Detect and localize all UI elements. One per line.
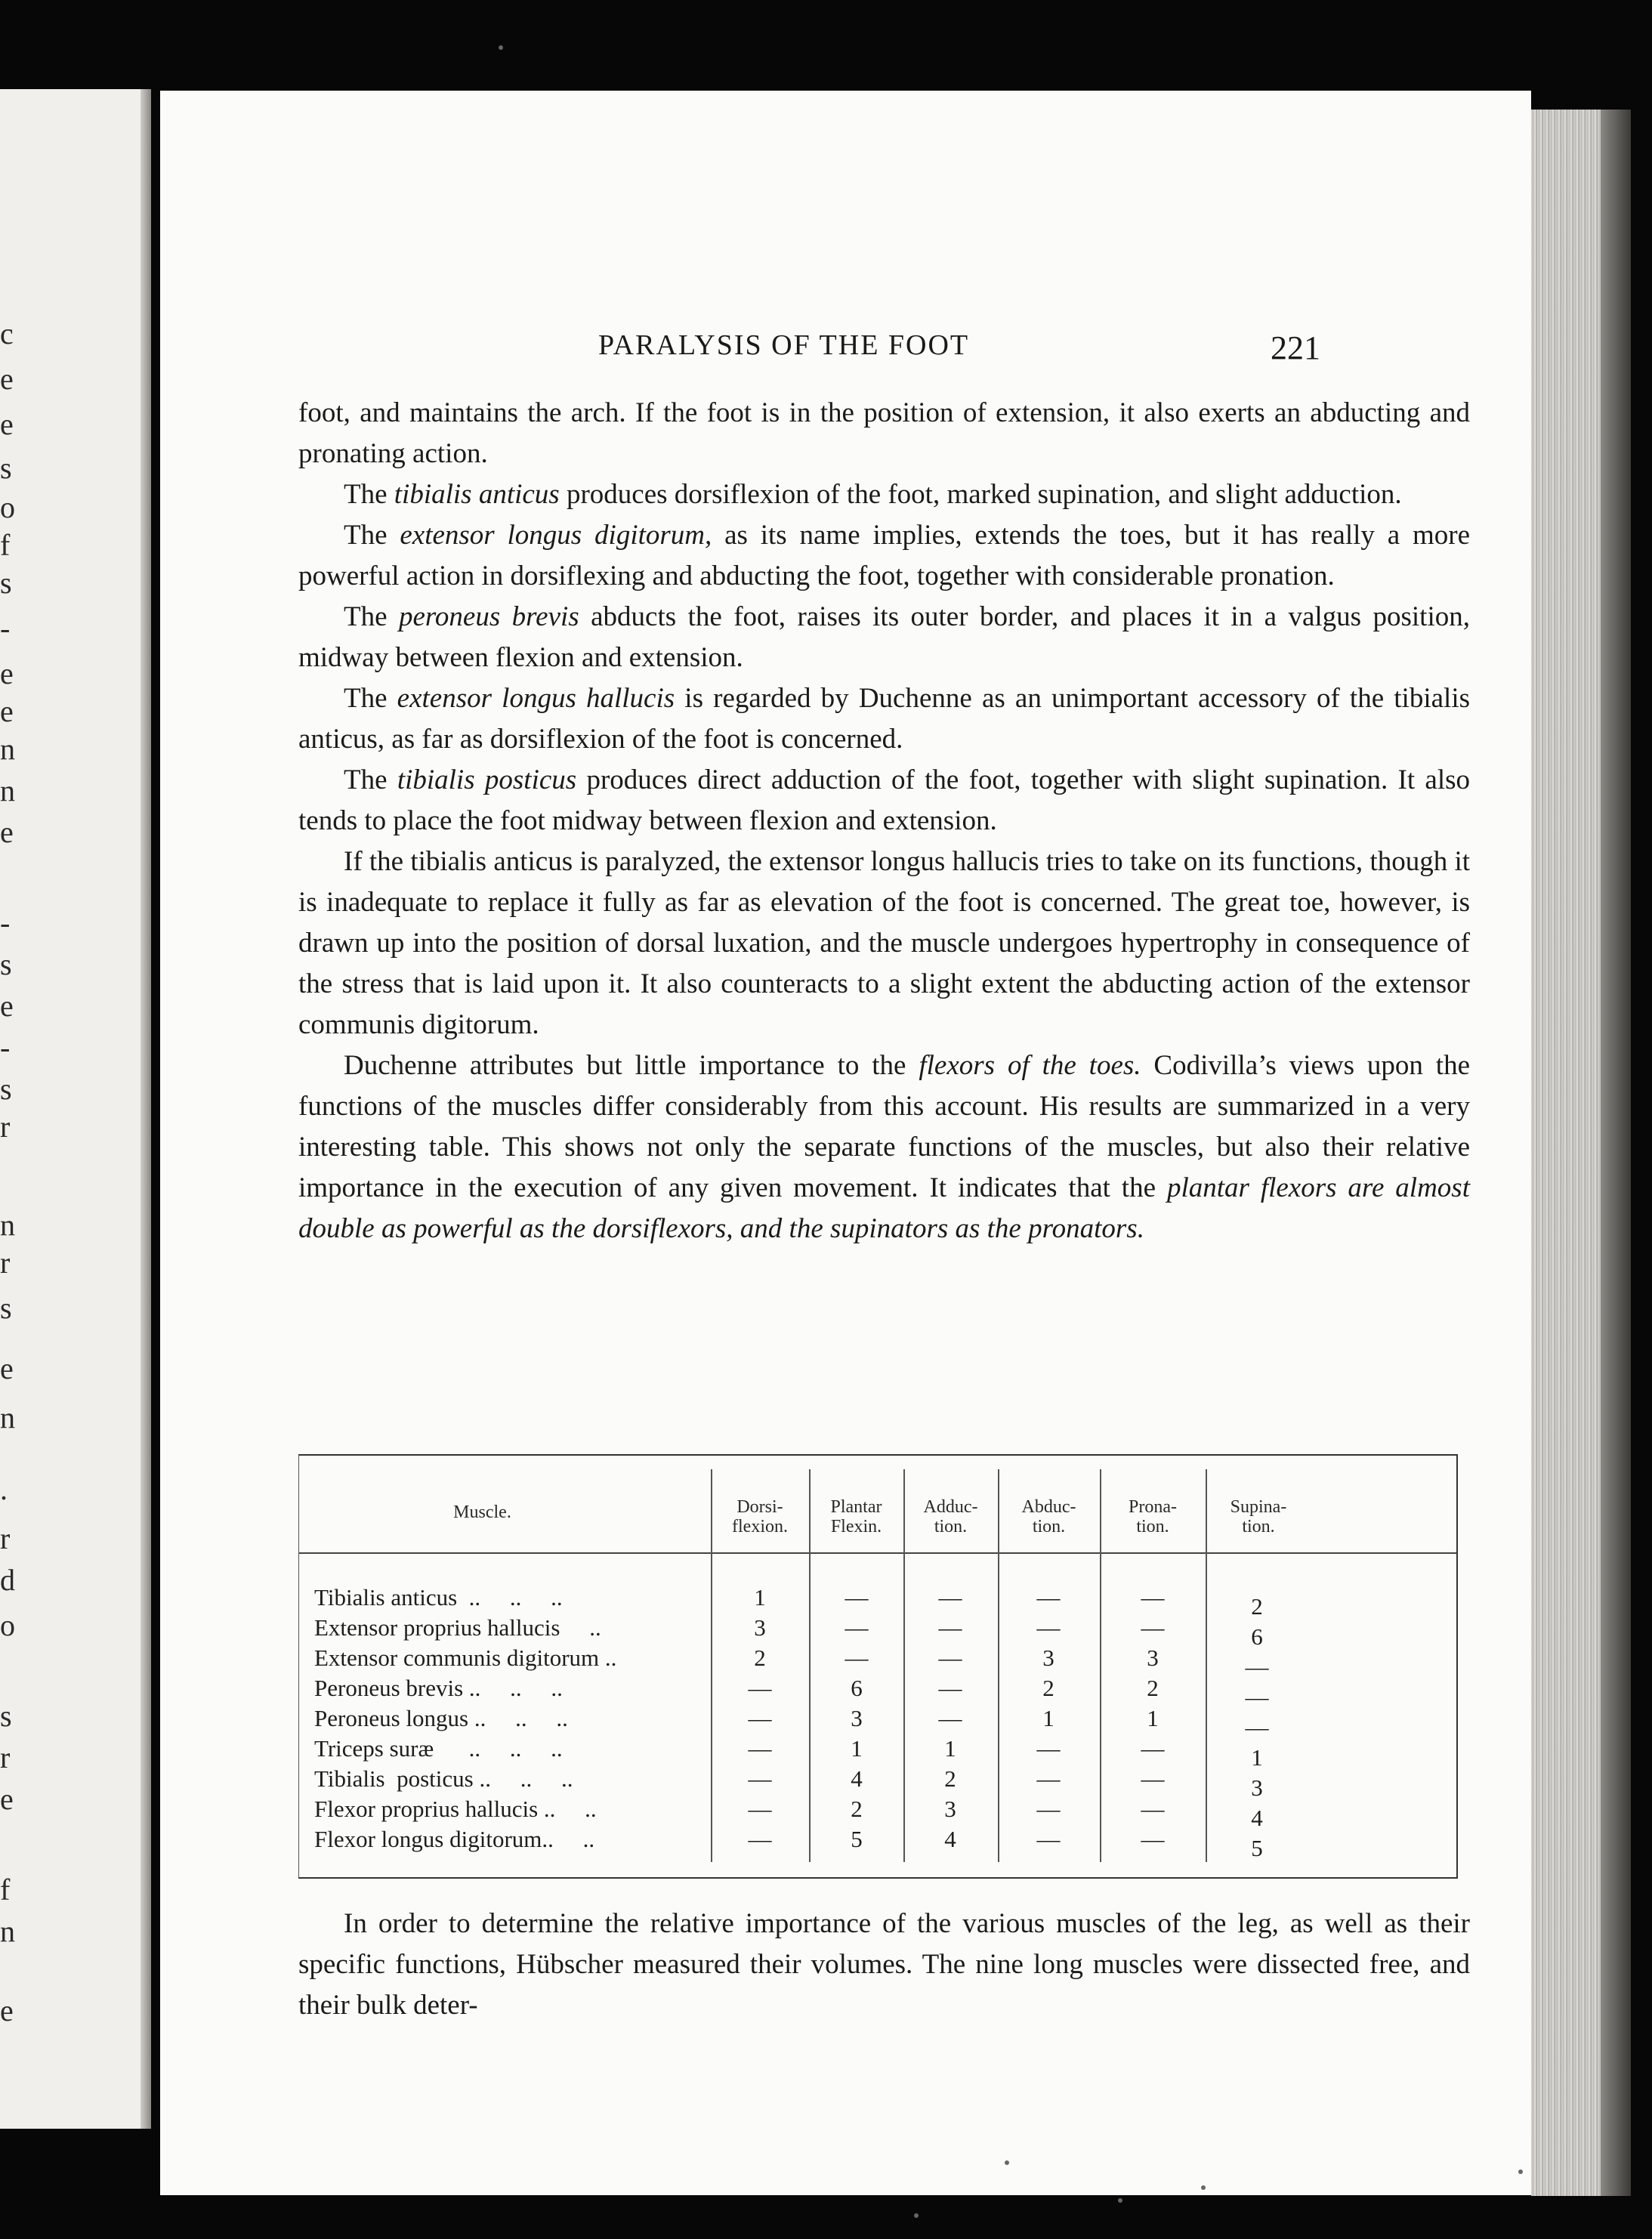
paragraph: foot, and maintains the arch. If the foot is in the position of extension, it also exerts an abducting and pronating action. [298,397,1470,469]
table-cell: 2 [1251,1593,1263,1620]
muscle-term: tibialis anticus [394,479,560,510]
table-row-label: Extensor communis digitorum .. [314,1645,617,1671]
left-page-fragment: o [0,1608,15,1642]
left-page-fragment: e [0,815,14,849]
table-cell: — [845,1584,869,1611]
scan-speck [914,2213,919,2218]
scan-speck [1518,2170,1523,2174]
table-cell: — [748,1735,772,1762]
table-cell: 1 [1042,1705,1055,1731]
table-cell: — [1141,1614,1165,1641]
table-cell: 2 [754,1645,766,1671]
table-cell: 1 [754,1584,766,1611]
table-cell: — [1036,1735,1061,1762]
table-cell: 2 [944,1765,956,1792]
left-page-fragment: s [0,1072,12,1106]
table-cell: — [1141,1826,1165,1852]
muscle-term: extensor longus digitorum, [400,520,712,551]
table-cell: — [1141,1796,1165,1822]
body-text-lower [298,1904,1470,2026]
table-cell: 3 [944,1796,956,1822]
left-page-fragment: n [0,1914,15,1948]
left-page-fragment: n [0,732,15,766]
left-page-fragment: n [0,1208,15,1242]
table-cell: — [938,1584,962,1611]
table-cell: — [748,1675,772,1701]
left-page-fragment: d [0,1563,15,1597]
table-cell: 3 [851,1705,863,1731]
table-cell: — [1245,1654,1269,1680]
table-cell: — [1036,1826,1061,1852]
table-cell: — [1036,1584,1061,1611]
column-header: Supina- tion. [1230,1497,1287,1536]
paragraph: The peroneus brevis abducts the foot, raises its outer border, and places it in a valgus position, midway between flexion and extension. [298,601,1470,673]
table-row-label: Peroneus brevis .. .. .. [314,1675,563,1701]
page-edges [1531,110,1631,2196]
running-title: PARALYSIS OF THE FOOT [598,329,970,361]
table-cell: 3 [1251,1774,1263,1801]
table-cell: 5 [851,1826,863,1852]
table-cell: — [938,1705,962,1731]
column-header: Abduc- tion. [1021,1497,1076,1536]
emphasized-conclusion: plantar flexors are almost double as powerful as the dorsiflexors, and the supinators as the pronators. [298,1172,1470,1244]
table-cell: 1 [944,1735,956,1762]
left-page-fragment: - [0,611,11,645]
table-row-label: Flexor longus digitorum.. .. [314,1826,595,1852]
table-cell: 2 [1042,1675,1055,1701]
left-page-fragment: c [0,317,14,351]
table-cell: — [748,1826,772,1852]
table-cell: 6 [851,1675,863,1701]
table-header-rule [299,1552,1456,1554]
left-page-fragment: f [0,1873,11,1907]
left-page-fragment: s [0,566,12,600]
left-page-fragment: e [0,989,14,1023]
left-page-fragment: s [0,451,12,485]
table-cell: — [1036,1796,1061,1822]
left-page-fragment: r [0,1521,11,1555]
table-cell: 4 [944,1826,956,1852]
table-cell: — [748,1765,772,1792]
emphasized-term: flexors of the toes. [919,1050,1141,1081]
table-cell: — [1245,1684,1269,1710]
table-cell: — [1036,1614,1061,1641]
body-text-upper [298,393,1470,1249]
left-page-fragment: e [0,694,14,728]
table-cell: — [845,1645,869,1671]
table-cell: — [748,1705,772,1731]
table-row-label: Peroneus longus .. .. .. [314,1705,568,1731]
muscle-term: tibialis posticus [397,764,577,795]
paragraph: The tibialis anticus produces dorsiflexion of the foot, marked supination, and slight adduction. [344,479,1402,510]
column-header: Adduc- tion. [923,1497,978,1536]
column-header: Dorsi- flexion. [732,1497,788,1536]
page-gutter [140,89,151,2129]
table-cell: 2 [1147,1675,1159,1701]
left-page-fragment: r [0,1246,11,1280]
table-cell: 2 [851,1796,863,1822]
page-number: 221 [1271,329,1320,366]
table-cell: 1 [1147,1705,1159,1731]
table-cell: 5 [1251,1835,1263,1861]
left-page-fragment: o [0,490,15,524]
left-page-fragment: e [0,1351,14,1385]
left-page-fragment: . [0,1472,8,1506]
left-page-fragment: - [0,906,11,940]
left-page-fragment: - [0,1030,11,1064]
table-cell: 1 [1251,1744,1263,1771]
table-cell: — [938,1675,962,1701]
table-cell: — [748,1796,772,1822]
table-row-label: Tibialis posticus .. .. .. [314,1765,573,1792]
table-cell: 3 [1147,1645,1159,1671]
table-row-label: Flexor proprius hallucis .. .. [314,1796,597,1822]
table-cell: — [845,1614,869,1641]
paragraph: The extensor longus digitorum, as its name implies, extends the toes, but it has really a more powerful action in dorsiflexing and abducting the foot, together with considerable pronation. [298,520,1470,591]
left-page-fragment: e [0,656,14,690]
table-cell: — [938,1614,962,1641]
muscle-term: peroneus brevis [398,601,579,632]
paragraph: Duchenne attributes but little importance to the flexors of the toes. Codivilla’s views upon the functions of the muscles differ considerably from this account. His results are summarized in a very interesting table. This shows not only the separate functions of the muscles, but also their relative importance in the execution of any given movement. It indicates that the plantar flexors are almost double as powerful as the dorsiflexors, and the supinators as the pronators. [298,1050,1470,1244]
table-cell: — [1036,1765,1061,1792]
table-row-label: Tibialis anticus .. .. .. [314,1584,563,1611]
table-cell: 6 [1251,1623,1263,1650]
left-page-fragment: r [0,1740,11,1774]
left-page-fragment: f [0,528,11,562]
left-page-fragment: s [0,947,12,981]
left-page-fragment: e [0,362,14,396]
table-cell: 4 [1251,1805,1263,1831]
left-page-fragment: e [0,407,14,441]
left-page-fragment: r [0,1110,11,1144]
table-row-label: Extensor proprius hallucis .. [314,1614,601,1641]
paragraph: In order to determine the relative importance of the various muscles of the leg, as well as their specific functions, Hübscher measured their volumes. The nine long muscles were dissected free, and their bulk deter- [298,1908,1470,2021]
left-page-fragment: s [0,1291,12,1325]
table-cell: 1 [851,1735,863,1762]
book-page [160,91,1531,2195]
scan-speck [1201,2185,1206,2190]
left-facing-page [0,89,151,2129]
table-cell: — [1245,1714,1269,1740]
paragraph: The extensor longus hallucis is regarded by Duchenne as an unimportant accessory of the tibialis anticus, as far as dorsiflexion of the foot is concerned. [298,683,1470,755]
left-page-fragment: e [0,1993,14,2027]
table-cell: — [1141,1584,1165,1611]
table-row-label: Triceps suræ .. .. .. [314,1735,563,1762]
muscle-function-table [298,1454,1458,1879]
scan-speck [499,45,503,50]
table-cell: 3 [1042,1645,1055,1671]
table-cell: — [1141,1735,1165,1762]
left-page-fragment: n [0,1401,15,1435]
table-cell: — [1141,1765,1165,1792]
table-cell: 3 [754,1614,766,1641]
table-cell: — [938,1645,962,1671]
scan-speck [1118,2198,1122,2203]
scan-speck [1005,2160,1009,2165]
muscle-term: extensor longus hallucis [397,683,675,714]
left-page-fragment: s [0,1699,12,1733]
table-cell: 4 [851,1765,863,1792]
column-header: Plantar Flexi​n. [830,1497,882,1536]
column-header: Prona- tion. [1129,1497,1177,1536]
left-page-fragment: e [0,1782,14,1816]
column-header: Muscle. [453,1502,511,1522]
paragraph: The tibialis posticus produces direct adduction of the foot, together with slight supination. It also tends to place the foot midway between flexion and extension. [298,764,1471,836]
paragraph: If the tibialis anticus is paralyzed, the extensor longus hallucis tries to take on its functions, though it is inadequate to replace it fully as far as elevation of the foot is concerned. The great toe, however, is drawn up into the position of dorsal luxation, and the muscle undergoes hypertrophy in consequence of the stress that is laid upon it. It also counteracts to a slight extent the abducting action of the extensor communis digitorum. [298,846,1471,1040]
left-page-fragment: n [0,774,15,808]
